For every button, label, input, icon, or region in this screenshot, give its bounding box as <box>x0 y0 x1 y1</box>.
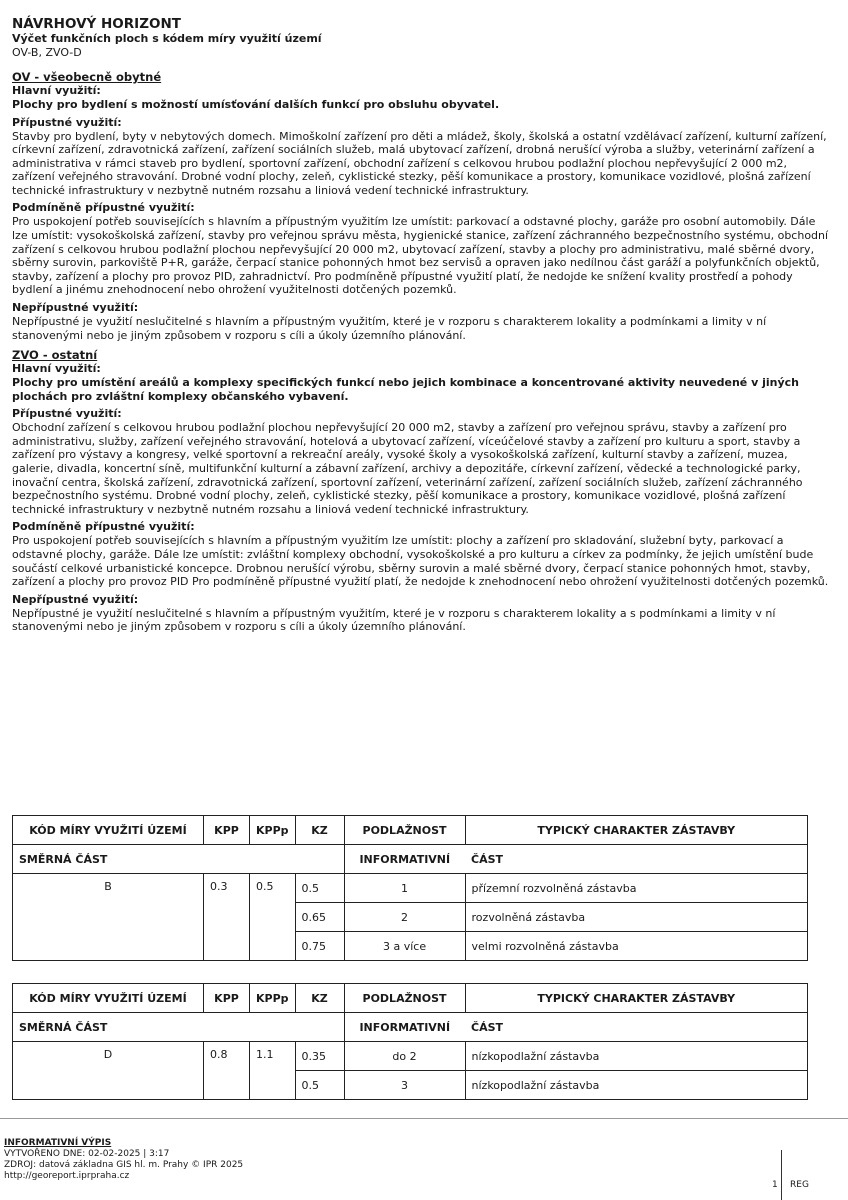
footer-source: ZDROJ: datová základna GIS hl. m. Prahy © IPR 2025 <box>4 1160 244 1170</box>
col-kod: KÓD MÍRY VYUŽITÍ ÚZEMÍ <box>13 984 204 1013</box>
informativni-label: INFORMATIVNÍ <box>344 1013 465 1042</box>
charakter-cell: rozvolněná zástavba <box>465 903 807 932</box>
cast-label: ČÁST <box>465 1013 807 1042</box>
ov-nepripustne-text: Nepřípustné je využití neslučitelné s hlavním a přípustným využitím, které je v rozporu s charakterem lokality a podmínkami a limity v ní stanovenými nebo je jiným způsobem v rozporu s cíli a úkoly územního plánování. <box>12 315 767 342</box>
smerna-cast: SMĚRNÁ ČÁST <box>13 845 345 874</box>
ov-hlavni-heading: Hlavní využití: <box>12 84 101 97</box>
zvo-pripustne-text: Obchodní zařízení s celkovou hrubou podlažní plochou nepřevyšující 20 000 m2, stavby a zařízení pro veřejnou správu, stavby a zařízení pro administrativu, služby, zařízení veřejného stravování, hotelová a ubytovací zařízení, víceúčelové stavby a zařízení pro kulturu a sport, stavby a zařízení pro výstavy a kongresy, velké sportovní a rekreační areály, vysoké školy a vysokoškolská zařízení, kulturní stavby a zařízení, muzea, galerie, divadla, koncertní síně, multifunkční kulturní a zábavní zařízení, archivy a depozitáře, církevní zařízení, vědecké a technologické parky, inovační centra, školská zařízení, zdravotnická zařízení, sportovní zařízení, veterinární zařízení, zařízení sociálních služeb, zařízení záchranného bezpečnostního systému. Drobné vodní plochy, zeleň, cyklistické stezky, pěší komunikace a prostory, komunikace vozidlové, plošná zařízení technické infrastruktury v nezbytně nutném rozsahu a liniová vedení technické infrastruktury. <box>12 421 803 516</box>
col-kz: KZ <box>295 816 344 845</box>
kz-cell: 0.5 <box>295 1071 344 1100</box>
informativni-label: INFORMATIVNÍ <box>344 845 465 874</box>
footer <box>4 1138 243 1182</box>
col-podlaznost: PODLAŽNOST <box>344 984 465 1013</box>
zvo-pripustne-heading: Přípustné využití: <box>12 407 122 421</box>
zvo-hlavni-text: Plochy pro umístění areálů a komplexy specifických funkcí nebo jejich kombinace a koncentrované aktivity neuvedené v jiných plochách pro zvláštní komplexy občanského vybavení. <box>12 376 799 403</box>
zone-zvo-title: ZVO - ostatní <box>12 348 98 363</box>
zvo-podminene-heading: Podmíněně přípustné využití: <box>12 520 195 534</box>
table-b <box>12 815 808 961</box>
kz-cell: 0.35 <box>295 1042 344 1071</box>
zone-zvo <box>12 348 832 634</box>
ov-podminene-heading: Podmíněně přípustné využití: <box>12 201 195 215</box>
col-podlaznost: PODLAŽNOST <box>344 816 465 845</box>
zvo-nepripustne-heading: Nepřípustné využití: <box>12 592 139 606</box>
podlaznost-cell: 3 <box>344 1071 465 1100</box>
reg-label: REG <box>790 1180 809 1190</box>
code-cell: D <box>13 1042 204 1100</box>
zvo-nepripustne-text: Nepřípustné je využití neslučitelné s hlavním a přípustným využitím, které je v rozporu s charakterem lokality a s podmínkami a limity v ní stanovenými nebo je jiným způsobem v rozporu s cíli a úkoly územního plánování. <box>12 606 776 634</box>
table-row <box>13 874 808 903</box>
zvo-hlavni-heading: Hlavní využití: <box>12 362 101 376</box>
podlaznost-cell: 3 a více <box>344 932 465 961</box>
cast-label: ČÁST <box>465 845 807 874</box>
col-kod: KÓD MÍRY VYUŽITÍ ÚZEMÍ <box>13 816 204 845</box>
kpp-cell: 0.3 <box>204 874 250 961</box>
zone-ov <box>12 70 832 342</box>
zone-codes: OV-B, ZVO-D <box>12 46 82 59</box>
footer-divider <box>0 1118 848 1119</box>
podlaznost-cell: 2 <box>344 903 465 932</box>
table-subheader-row <box>13 1013 808 1042</box>
page-subtitle: Výčet funkčních ploch s kódem míry využití území <box>12 32 322 45</box>
document-body <box>12 16 832 634</box>
podlaznost-cell: do 2 <box>344 1042 465 1071</box>
col-typicky: TYPICKÝ CHARAKTER ZÁSTAVBY <box>465 984 807 1013</box>
page-title: NÁVRHOVÝ HORIZONT <box>12 16 181 32</box>
page-number: 1 <box>772 1180 778 1190</box>
footer-created: VYTVOŘENO DNE: 02-02-2025 | 3:17 <box>4 1149 170 1159</box>
footer-heading: INFORMATIVNÍ VÝPIS <box>4 1138 112 1148</box>
kpp-cell: 0.8 <box>204 1042 250 1100</box>
footer-url[interactable]: http://georeport.iprpraha.cz <box>4 1171 130 1181</box>
table-d <box>12 983 808 1100</box>
col-kppp: KPPp <box>250 984 296 1013</box>
table-header-row <box>13 984 808 1013</box>
kz-cell: 0.75 <box>295 932 344 961</box>
col-kz: KZ <box>295 984 344 1013</box>
ov-hlavni-text: Plochy pro bydlení s možností umísťování dalších funkcí pro obsluhu obyvatel. <box>12 98 500 111</box>
ov-pripustne-heading: Přípustné využití: <box>12 115 122 129</box>
tables-area <box>12 815 808 1100</box>
col-kppp: KPPp <box>250 816 296 845</box>
charakter-cell: nízkopodlažní zástavba <box>465 1042 807 1071</box>
kz-cell: 0.65 <box>295 903 344 932</box>
zone-ov-title: OV - všeobecně obytné <box>12 70 162 84</box>
charakter-cell: velmi rozvolněná zástavba <box>465 932 807 961</box>
footer-separator <box>781 1150 782 1200</box>
code-cell: B <box>13 874 204 961</box>
smerna-cast: SMĚRNÁ ČÁST <box>13 1013 345 1042</box>
col-kpp: KPP <box>204 816 250 845</box>
kppp-cell: 0.5 <box>250 874 296 961</box>
ov-podminene-text: Pro uspokojení potřeb souvisejících s hlavním a přípustným využitím lze umístit: parkovací a odstavné plochy, garáže pro osobní automobily. Dále lze umístit: vysokoškolská zařízení, stavby pro veřejnou správu města, hygienické stanice, zařízení záchranného bezpečnostního systému, obchodní zařízení s celkovou hrubou podlažní plochou nepřevyšující 20 000 m2, ubytovací zařízení, stavby a plochy pro administrativu, malé sběrné dvory, sběrny surovin, parkoviště P+R, garáže, čerpací stanice pohonných hmot bez servisů a opraven jako nedílnou část garáží a polyfunkčních objektů, stavby, zařízení a plochy pro provoz PID, zahradnictví. Pro podmíněně přípustné využití platí, že nedojde ke snížení kvality prostředí a pohody bydlení a jinému znehodnocení nebo ohrožení využitelnosti dotčených pozemků. <box>12 215 829 297</box>
charakter-cell: přízemní rozvolněná zástavba <box>465 874 807 903</box>
col-typicky: TYPICKÝ CHARAKTER ZÁSTAVBY <box>465 816 807 845</box>
charakter-cell: nízkopodlažní zástavba <box>465 1071 807 1100</box>
zvo-podminene-text: Pro uspokojení potřeb souvisejících s hlavním a přípustným využitím lze umístit: plochy a zařízení pro skladování, služební byty, parkovací a odstavné plochy, garáže. Dále lze umístit: zvláštní komplexy obchodní, vysokoškolské a pro kulturu a církev za podmínky, že jejich umístění bude součástí celkové urbanistické koncepce. Drobnou nerušící výrobu, sběrny surovin a malé sběrné dvory, čerpací stanice pohonných hmot, stavby, zařízení a plochy pro provoz PID Pro podmíněně přípustné využití platí, že nedojde k znehodnocení nebo ohrožení využitelnosti dotčených pozemků. <box>12 534 829 589</box>
col-kpp: KPP <box>204 984 250 1013</box>
ov-pripustne-text: Stavby pro bydlení, byty v nebytových domech. Mimoškolní zařízení pro děti a mládež, školy, školská a ostatní vzdělávací zařízení, kulturní zařízení, církevní zařízení, zdravotnická zařízení, zařízení sociálních služeb, malá ubytovací zařízení, drobná nerušící výroba a služby, veterinární zařízení a administrativa v rámci staveb pro bydlení, sportovní zařízení, obchodní zařízení s celkovou hrubou podlažní plochou nepřevyšující 2 000 m2, zařízení veřejného stravování. Drobné vodní plochy, zeleň, cyklistické stezky, pěší komunikace a prostory, komunikace vozidlové, plošná zařízení technické infrastruktury v nezbytně nutném rozsahu a liniová vedení technické infrastruktury. <box>12 129 827 197</box>
table-row <box>13 1042 808 1071</box>
ov-nepripustne-heading: Nepřípustné využití: <box>12 301 139 315</box>
table-header-row <box>13 816 808 845</box>
table-subheader-row <box>13 845 808 874</box>
kppp-cell: 1.1 <box>250 1042 296 1100</box>
podlaznost-cell: 1 <box>344 874 465 903</box>
kz-cell: 0.5 <box>295 874 344 903</box>
